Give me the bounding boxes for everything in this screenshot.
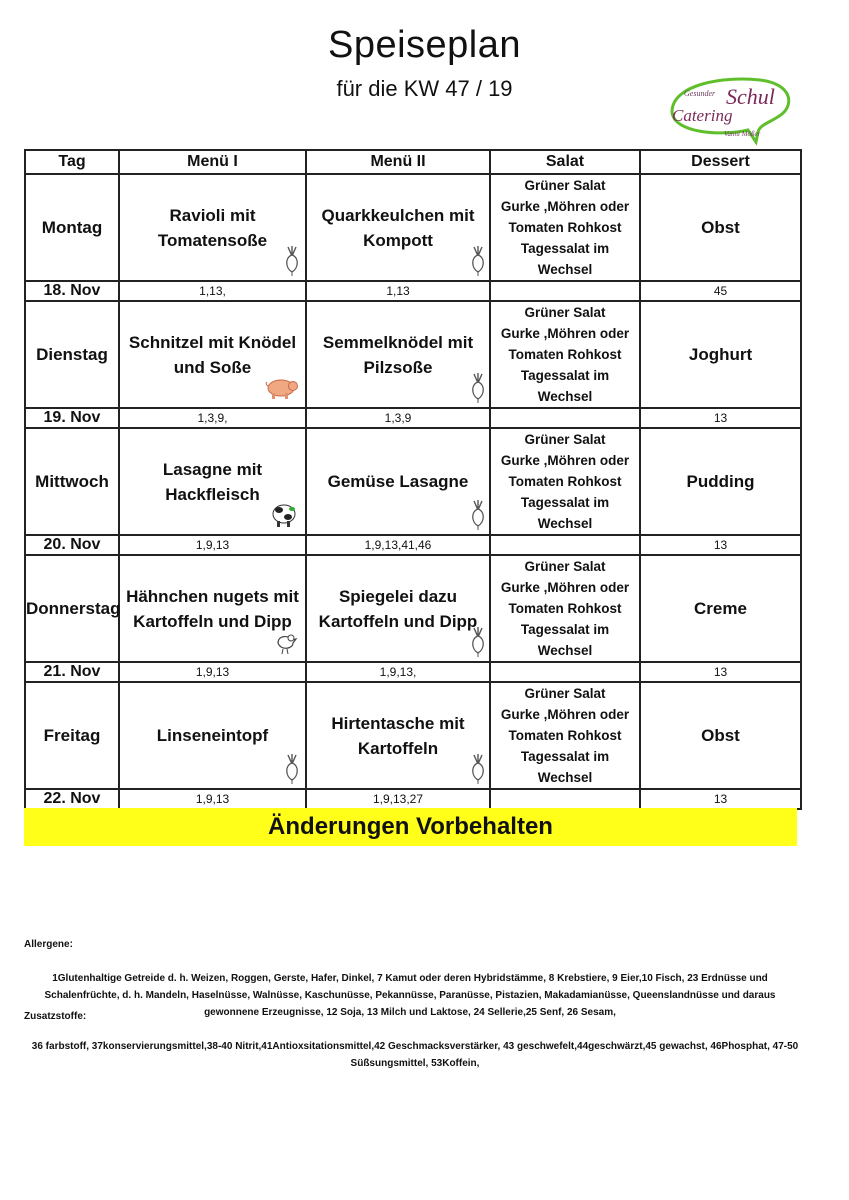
salat-line: Gurke ,Möhren oder [500, 199, 630, 214]
table-row [25, 301, 801, 408]
day-name: Mittwoch [35, 471, 109, 491]
salat-line: Grüner Salat [524, 432, 606, 447]
menu1-codes [119, 408, 306, 428]
header-menu1: Menü I [119, 150, 306, 174]
salat-line: Tagessalat im [520, 495, 610, 510]
salat-cell [490, 301, 640, 408]
salat-codes [490, 535, 640, 555]
date-cell [25, 281, 119, 301]
date-text: 19. Nov [43, 409, 101, 426]
date-cell [25, 662, 119, 682]
header-tag: Tag [25, 150, 119, 174]
salat-line: Wechsel [537, 516, 593, 531]
menu1-cell [119, 301, 306, 408]
codes-row [25, 535, 801, 555]
pig-icon [265, 375, 299, 401]
salat-codes [490, 408, 640, 428]
salat-cell [490, 428, 640, 535]
menu2-line: Kartoffeln und Dipp [318, 611, 478, 631]
salat-codes [490, 281, 640, 301]
salat-line: Gurke ,Möhren oder [500, 453, 630, 468]
codes-row [25, 408, 801, 428]
dessert-codes [640, 789, 801, 809]
dessert-name: Obst [701, 725, 740, 745]
allergen-codes: 1,9,13 [195, 792, 230, 806]
day-name: Freitag [43, 725, 101, 745]
menu1-line: Linseneintopf [156, 726, 269, 745]
menu2-cell [306, 428, 490, 535]
table-header-row [25, 150, 801, 174]
logo-word2: Catering [672, 106, 733, 125]
turnip-icon [469, 246, 487, 276]
salat-cell [490, 555, 640, 662]
day-cell [25, 301, 119, 408]
salat-line: Grüner Salat [524, 305, 606, 320]
menu1-cell [119, 682, 306, 789]
menu2-codes [306, 281, 490, 301]
logo-line1: Gesunder [684, 89, 716, 98]
dessert-cell [640, 682, 801, 789]
page-title: Speiseplan [327, 24, 522, 66]
codes-row [25, 789, 801, 809]
salat-line: Grüner Salat [524, 178, 606, 193]
dessert-name: Creme [694, 598, 747, 618]
salat-line: Grüner Salat [524, 559, 606, 574]
table-row [25, 428, 801, 535]
allergen-codes: 1,13, [199, 284, 226, 298]
dessert-name: Joghurt [688, 344, 753, 364]
table-row [25, 682, 801, 789]
logo-line2: Vanni Mößer [724, 130, 761, 138]
menu2-cell [306, 555, 490, 662]
dessert-codes [640, 662, 801, 682]
menu1-cell [119, 174, 306, 281]
menu2-line: Kompott [363, 230, 433, 250]
allergen-codes: 13 [713, 538, 728, 552]
menu1-line: Kartoffeln und Dipp [133, 611, 292, 631]
cow-icon [269, 500, 299, 528]
menu1-line: und Soße [173, 357, 252, 377]
menu2-line: Spiegelei dazu [338, 586, 458, 606]
day-cell [25, 682, 119, 789]
allergen-codes: 13 [713, 411, 728, 425]
turnip-icon [469, 373, 487, 403]
menu2-codes [306, 535, 490, 555]
menu2-cell [306, 682, 490, 789]
allergen-codes: 1,9,13 [195, 538, 230, 552]
day-cell [25, 555, 119, 662]
dessert-name: Pudding [686, 471, 755, 491]
day-cell [25, 174, 119, 281]
allergen-codes: 13 [713, 665, 728, 679]
dessert-cell [640, 301, 801, 408]
turnip-icon [469, 500, 487, 530]
allergen-codes: 1,3,9, [197, 411, 228, 425]
menu2-codes [306, 789, 490, 809]
salat-line: Wechsel [537, 389, 593, 404]
day-name: Donnerstag [26, 598, 121, 618]
date-cell [25, 789, 119, 809]
menu1-codes [119, 789, 306, 809]
additives-text: 36 farbstoff, 37konservierungsmittel,38-40 Nitrit,41Antioxsitationsmittel,42 Geschmacksverstärker, 43 geschwefelt,44geschwärzt,45 gewachst, 46Phosphat, 47-50 Süßsungsmittel, 53Koffein, [31, 1041, 799, 1069]
date-text: 22. Nov [43, 790, 101, 807]
page-subtitle: für die KW 47 / 19 [336, 76, 513, 101]
salat-cell [490, 174, 640, 281]
changes-banner: Änderungen Vorbehalten [24, 808, 797, 846]
table-body [25, 174, 801, 809]
date-cell [25, 408, 119, 428]
turnip-icon [469, 627, 487, 657]
salat-line: Grüner Salat [524, 686, 606, 701]
menu2-cell [306, 174, 490, 281]
salat-line: Tagessalat im [520, 241, 610, 256]
turnip-icon [469, 754, 487, 784]
allergen-codes: 1,9,13 [195, 665, 230, 679]
menu1-codes [119, 281, 306, 301]
allergens-title: Allergene: [24, 939, 73, 950]
header-menu2: Menü II [306, 150, 490, 174]
allergen-codes: 1,3,9 [384, 411, 412, 425]
allergens-text: 1Glutenhaltige Getreide d. h. Weizen, Roggen, Gerste, Hafer, Dinkel, 7 Kamut oder deren Hybridstämme, 8 Krebstiere, 9 Eier,10 Fisch, 23 Erdnüsse und Schalenfrüchte, d. h. Mandeln, Haselnüsse, Walnüsse, Kaschunüsse, Pekannüsse, Paranüsse, Pistazien, Makadamianüsse, Queenslandnüsse und daraus gewonnene Erzeugnisse, 12 Soja, 13 Milch und Laktose, 24 Sellerie,25 Senf, 26 Sesam, [44, 973, 776, 1018]
salat-line: Tomaten Rohkost [508, 474, 622, 489]
salat-line: Wechsel [537, 643, 593, 658]
salat-line: Gurke ,Möhren oder [500, 326, 630, 341]
menu1-cell [119, 555, 306, 662]
salat-line: Tagessalat im [520, 368, 610, 383]
menu1-line: Ravioli mit [169, 205, 256, 225]
header-dessert: Dessert [640, 150, 801, 174]
date-text: 21. Nov [43, 663, 101, 680]
logo-word1: Schul [726, 84, 775, 109]
menu2-cell [306, 301, 490, 408]
salat-line: Tomaten Rohkost [508, 220, 622, 235]
codes-row [25, 662, 801, 682]
menu2-line: Semmelknödel mit [322, 332, 474, 352]
dessert-name: Obst [701, 217, 740, 237]
day-name: Montag [41, 217, 103, 237]
menu2-line: Gemüse Lasagne [327, 472, 469, 491]
menu1-line: Schnitzel mit Knödel [128, 332, 297, 352]
menu1-line: Tomatensoße [157, 230, 268, 250]
salat-line: Tagessalat im [520, 622, 610, 637]
table-row [25, 174, 801, 281]
chicken-icon [273, 631, 299, 655]
dessert-codes [640, 281, 801, 301]
salat-line: Tomaten Rohkost [508, 601, 622, 616]
menu2-line: Quarkkeulchen mit [321, 205, 475, 225]
allergen-codes: 1,9,13, [379, 665, 417, 679]
menu2-line: Hirtentasche mit [331, 713, 465, 733]
turnip-icon [283, 754, 301, 784]
allergen-codes: 1,9,13,41,46 [364, 538, 432, 552]
date-text: 18. Nov [43, 282, 101, 299]
allergen-codes: 45 [713, 284, 728, 298]
menu1-line: Hackfleisch [165, 484, 260, 504]
allergen-codes: 13 [713, 792, 728, 806]
menu1-line: Lasagne mit [162, 459, 263, 479]
salat-line: Tagessalat im [520, 749, 610, 764]
day-name: Dienstag [36, 344, 108, 364]
date-cell [25, 535, 119, 555]
menu2-codes [306, 408, 490, 428]
menu2-codes [306, 662, 490, 682]
menu1-codes [119, 535, 306, 555]
date-text: 20. Nov [43, 536, 101, 553]
allergen-codes: 1,9,13,27 [372, 792, 424, 806]
codes-row [25, 281, 801, 301]
salat-line: Tomaten Rohkost [508, 728, 622, 743]
salat-line: Gurke ,Möhren oder [500, 707, 630, 722]
day-cell [25, 428, 119, 535]
dessert-cell [640, 555, 801, 662]
menu2-line: Pilzsoße [363, 357, 433, 377]
salat-line: Wechsel [537, 770, 593, 785]
salat-line: Gurke ,Möhren oder [500, 580, 630, 595]
table-row [25, 555, 801, 662]
menu2-line: Kartoffeln [357, 738, 439, 758]
catering-logo [664, 74, 796, 146]
additives-title: Zusatzstoffe: [24, 1011, 87, 1022]
turnip-icon [283, 246, 301, 276]
salat-cell [490, 682, 640, 789]
salat-line: Wechsel [537, 262, 593, 277]
menu1-cell [119, 428, 306, 535]
dessert-codes [640, 535, 801, 555]
menu1-codes [119, 662, 306, 682]
allergen-codes: 1,13 [386, 284, 410, 298]
menu-table [24, 149, 802, 810]
salat-codes [490, 662, 640, 682]
dessert-cell [640, 174, 801, 281]
dessert-cell [640, 428, 801, 535]
salat-codes [490, 789, 640, 809]
dessert-codes [640, 408, 801, 428]
salat-line: Tomaten Rohkost [508, 347, 622, 362]
menu1-line: Hähnchen nugets mit [126, 586, 299, 606]
header-salat: Salat [490, 150, 640, 174]
